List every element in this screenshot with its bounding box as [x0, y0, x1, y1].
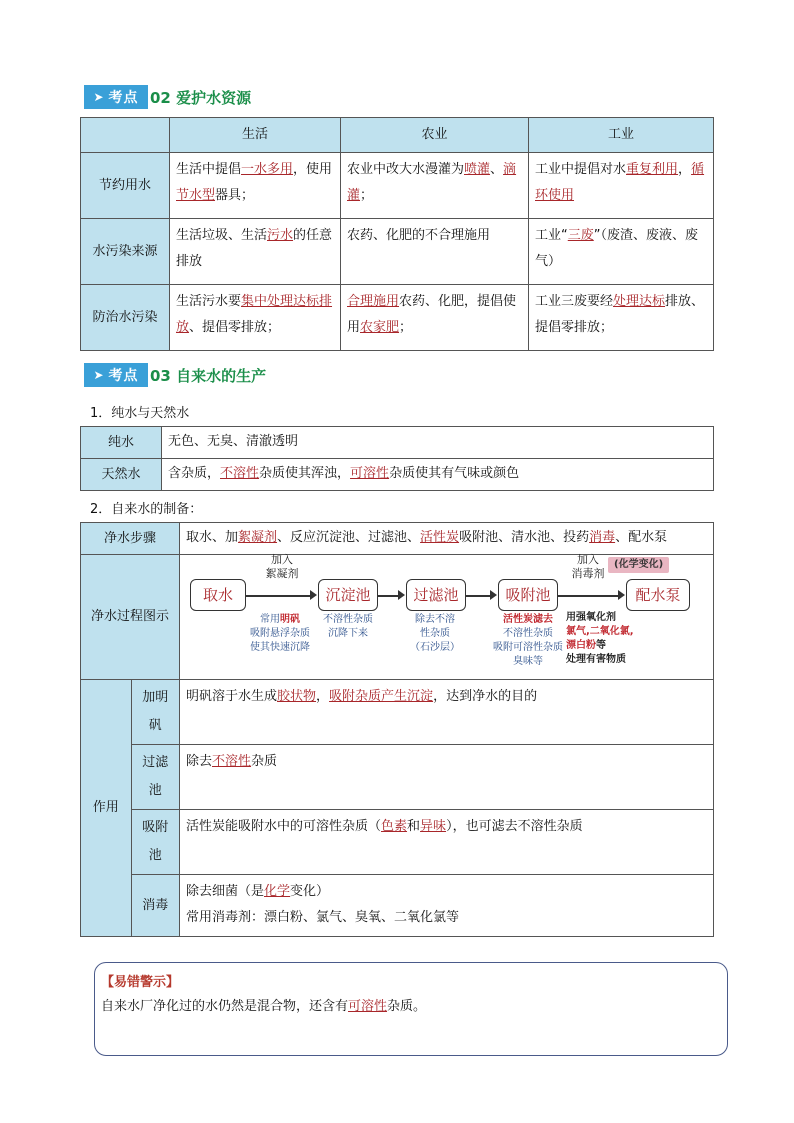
row-label-prevention: 防治水污染 [81, 285, 170, 351]
annotation-disinfection: 用强氧化剂 氯气,二氧化氯, 漂白粉等 处理有害物质 [566, 612, 634, 665]
play-arrow-icon: ➤ [93, 90, 105, 104]
role-label-adsorb: 吸附池 [131, 810, 179, 875]
cell-steps: 取水、加絮凝剂、反应沉淀池、过滤池、活性炭吸附池、清水池、投药消毒、配水泵 [180, 523, 714, 555]
section-title: 03 自来水的生产 [150, 366, 267, 385]
role-label-disinfect: 消毒 [131, 875, 179, 937]
cell-agri-save: 农业中改大水漫灌为喷灌、滴灌； [341, 153, 529, 219]
subheading-tap-water-prep: 2．自来水的制备： [90, 502, 203, 517]
cell-natural-water: 含杂质，不溶性杂质使其浑浊，可溶性杂质使其有气味或颜色 [162, 459, 714, 491]
cell-ind-prevent: 工业三废要经处理达标排放、提倡零排放； [529, 285, 714, 351]
cell-agri-prevent: 合理施用农药、化肥，提倡使用农家肥； [341, 285, 529, 351]
arrow-3-head [490, 590, 497, 600]
role-label-alum: 加明矾 [131, 680, 179, 745]
tap-water-table [80, 522, 714, 937]
row-label-pollution-source: 水污染来源 [81, 219, 170, 285]
row-label-natural-water: 天然水 [81, 459, 162, 491]
warning-title: 【易错警示】 [101, 975, 180, 990]
role-disinfect-text: 除去细菌（是化学变化） 常用消毒剂：漂白粉、氯气、臭氧、二氧化氯等 [180, 875, 714, 937]
role-adsorb-text: 活性炭能吸附水中的可溶性杂质（色素和异味），也可滤去不溶性杂质 [180, 810, 714, 875]
role-label-filter: 过滤池 [131, 745, 179, 810]
section-title: 02 爱护水资源 [150, 88, 252, 107]
box-adsorption: 吸附池 [498, 579, 558, 611]
arrow-2 [378, 595, 398, 597]
cell-pure-water: 无色、无臭、清澈透明 [162, 427, 714, 459]
pure-natural-water-table [80, 426, 714, 491]
box-filtration: 过滤池 [406, 579, 466, 611]
arrow-1-head [310, 590, 317, 600]
role-alum-text: 明矾溶于水生成胶状物，吸附杂质产生沉淀，达到净水的目的 [180, 680, 714, 745]
role-filter-text: 除去不溶性杂质 [180, 745, 714, 810]
section-tag: ➤ 考点 [84, 85, 148, 109]
header-life: 生活 [170, 118, 341, 153]
row-label-role: 作用 [81, 680, 132, 937]
section-heading-02 [84, 84, 251, 110]
arrow-4-head [618, 590, 625, 600]
row-label-save-water: 节约用水 [81, 153, 170, 219]
row-label-steps: 净水步骤 [81, 523, 180, 555]
cell-agri-pollution: 农药、化肥的不合理施用 [341, 219, 529, 285]
play-arrow-icon: ➤ [93, 368, 105, 382]
arrow-1 [246, 595, 310, 597]
cell-life-pollution: 生活垃圾、生活污水的任意排放 [170, 219, 341, 285]
box-distribution-pump: 配水泵 [626, 579, 690, 611]
annotation-adsorption: 活性炭滤去 不溶性杂质 吸附可溶性杂质 臭味等 [493, 614, 563, 667]
corner-cell [81, 118, 170, 153]
arrow-3 [466, 595, 490, 597]
arrow-4-label: 加入 消毒剂 [571, 553, 605, 580]
annotation-filtration: 除去不溶 性杂质 （石沙层） [410, 614, 460, 653]
annotation-sedimentation: 不溶性杂质 沉降下来 [323, 614, 373, 639]
chemical-change-badge: (化学变化) [608, 557, 669, 573]
row-label-pure-water: 纯水 [81, 427, 162, 459]
warning-text: 自来水厂净化过的水仍然是混合物，还含有可溶性杂质。 [101, 999, 427, 1014]
purification-flow-diagram [180, 555, 713, 679]
arrow-2-head [398, 590, 405, 600]
cell-life-prevent: 生活污水要集中处理达标排放、提倡零排放； [170, 285, 341, 351]
warning-box [94, 962, 728, 1056]
cell-diagram [180, 555, 714, 680]
header-industry: 工业 [529, 118, 714, 153]
section-tag: ➤ 考点 [84, 363, 148, 387]
box-intake: 取水 [190, 579, 246, 611]
cell-ind-save: 工业中提倡对水重复利用，循环使用 [529, 153, 714, 219]
water-protection-table [80, 117, 714, 351]
annotation-flocculant: 常用明矾 吸附悬浮杂质 使其快速沉降 [250, 614, 310, 653]
subheading-pure-natural-water: 1．纯水与天然水 [90, 406, 190, 421]
arrow-1-label: 加入 絮凝剂 [265, 553, 299, 580]
header-agriculture: 农业 [341, 118, 529, 153]
arrow-4 [558, 595, 618, 597]
cell-life-save: 生活中提倡一水多用，使用节水型器具； [170, 153, 341, 219]
cell-ind-pollution: 工业“三废”（废渣、废液、废气） [529, 219, 714, 285]
box-sedimentation: 沉淀池 [318, 579, 378, 611]
row-label-diagram: 净水过程图示 [81, 555, 180, 680]
section-heading-03 [84, 362, 266, 388]
